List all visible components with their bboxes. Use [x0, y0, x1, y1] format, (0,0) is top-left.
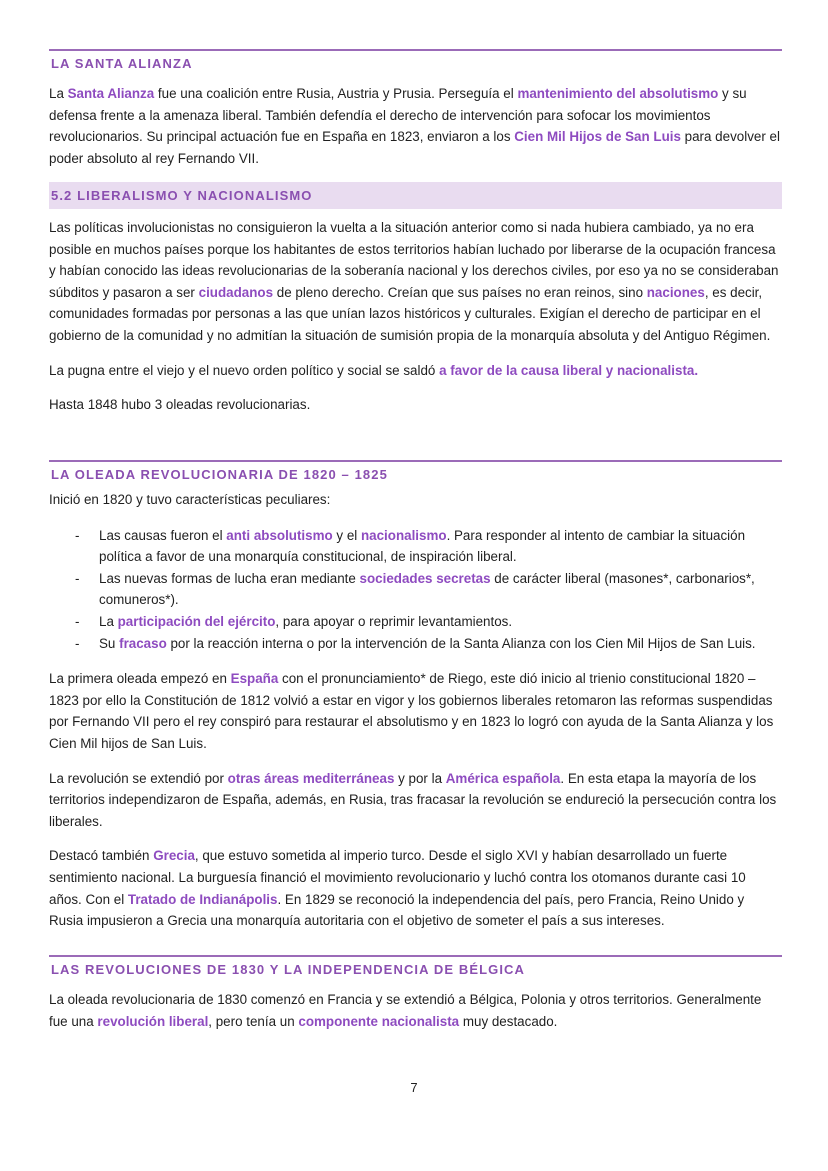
highlight-term: Cien Mil Hijos de San Luis: [514, 129, 681, 145]
section-heading: 5.2 LIBERALISMO Y NACIONALISMO: [49, 182, 782, 209]
page-number: 7: [410, 1080, 418, 1095]
section-heading: LA OLEADA REVOLUCIONARIA DE 1820 – 1825: [49, 460, 782, 486]
section-revoluciones-1830: [49, 955, 782, 1032]
section-liberalismo: [49, 182, 782, 416]
paragraph: La Santa Alianza fue una coalición entre Rusia, Austria y Prusia. Perseguía el mantenimiento del absolutismo y su defensa frente a la amenaza liberal. También defendía el derecho de intervención para sofocar los movimientos revolucionarios. Su principal actuación fue en España en 1823, enviaron a los Cien Mil Hijos de San Luis para devolver el poder absoluto al rey Fernando VII.: [49, 86, 780, 166]
paragraph: La oleada revolucionaria de 1830 comenzó en Francia y se extendió a Bélgica, Polonia y otros territorios. Generalmente fue una revolución liberal, pero tenía un componente nacionalista muy destacado.: [49, 992, 762, 1029]
list-item: - Su fracaso por la reacción interna o por la intervención de la Santa Alianza con los Cien Mil Hijos de San Luis.: [49, 633, 782, 655]
highlight-term: Tratado de Indianápolis: [127, 891, 278, 907]
paragraph: La pugna entre el viejo y el nuevo orden político y social se saldó a favor de la causa liberal y nacionalista.: [49, 362, 699, 378]
highlight-term: componente nacionalista: [298, 1013, 460, 1029]
paragraph: Hasta 1848 hubo 3 oleadas revolucionarias.: [49, 397, 311, 413]
highlight-term: ciudadanos: [198, 284, 274, 300]
highlight-term: nacionalismo: [360, 527, 447, 543]
paragraph: La primera oleada empezó en España con el pronunciamiento* de Riego, este dió inicio al trienio constitucional 1820 – 1823 por ello la Constitución de 1812 volvió a estar en vigor y los gobiernos liberales retomaron las reformas suspendidas por Fernando VII pero el rey conspiró para restaurar el absolutismo y en 1823 lo logró con ayuda de la Santa Alianza y los Cien Mil hijos de San Luis.: [49, 671, 774, 751]
highlight-term: revolución liberal: [97, 1013, 209, 1029]
section-oleada-1820: [49, 460, 782, 932]
highlight-term: Grecia: [153, 848, 195, 864]
paragraph: La revolución se extendió por otras áreas mediterráneas y por la América española. En esta etapa la mayoría de los territorios independizaron de España, además, en Rusia, tras fracasar la revolución se endureció la persecución contra los liberales.: [49, 770, 777, 829]
paragraph: Inició en 1820 y tuvo características peculiares:: [49, 492, 331, 507]
highlight-term: América española: [445, 770, 561, 786]
section-heading: LA SANTA ALIANZA: [49, 49, 782, 75]
list-item: - Las nuevas formas de lucha eran mediante sociedades secretas de carácter liberal (masones*, carbonarios*, comuneros*).: [49, 568, 782, 611]
highlight-term: mantenimiento del absolutismo: [517, 86, 719, 101]
section-santa-alianza: [49, 49, 782, 169]
highlight-term: fracaso: [119, 635, 167, 651]
section-heading: LAS REVOLUCIONES DE 1830 Y LA INDEPENDENCIA DE BÉLGICA: [49, 955, 782, 981]
paragraph: Destacó también Grecia, que estuvo sometida al imperio turco. Desde el siglo XVI y habían desarrollado un fuerte sentimiento nacional. La burguesía financió el movimiento revolucionario y luchó contra los otomanos durante casi 10 años. Con el Tratado de Indianápolis. En 1829 se reconoció la independencia del país, pero Francia, Reino Unido y Rusia impusieron a Grecia una monarquía autoritaria con el objetivo de someter el país a sus intereses.: [49, 848, 746, 929]
highlight-term: participación del ejército: [117, 613, 276, 629]
list-item: - Las causas fueron el anti absolutismo y el nacionalismo. Para responder al intento de cambiar la situación política a favor de una monarquía constitucional, de inspiración liberal.: [49, 525, 782, 568]
characteristics-list: [49, 525, 782, 655]
highlight-term: España: [230, 671, 279, 687]
highlight-term: a favor de la causa liberal y nacionalista.: [439, 362, 699, 378]
highlight-term: anti absolutismo: [226, 527, 333, 543]
list-item: - La participación del ejército, para apoyar o reprimir levantamientos.: [49, 611, 782, 633]
highlight-term: sociedades secretas: [359, 570, 491, 586]
paragraph: Las políticas involucionistas no consiguieron la vuelta a la situación anterior como si nada hubiera cambiado, ya no era posible en muchos países porque los habitantes de estos territorios habían luchado por liberarse de la ocupación francesa y habían conocido las ideas revolucionarias de la soberanía nacional y los derechos civiles, por eso ya no se consideraban súbditos y pasaron a ser ciudadanos de pleno derecho. Creían que sus países no eran reinos, sino naciones, es decir, comunidades formadas por personas a las que unían lazos históricos y culturales. Exigían el derecho de participar en el gobierno de la comunidad y no admitían la situación de sumisión propia de la monarquía absoluta y del Antiguo Régimen.: [49, 220, 779, 343]
highlight-term: naciones: [646, 284, 705, 300]
highlight-term: Santa Alianza: [67, 86, 155, 101]
highlight-term: otras áreas mediterráneas: [227, 770, 395, 786]
